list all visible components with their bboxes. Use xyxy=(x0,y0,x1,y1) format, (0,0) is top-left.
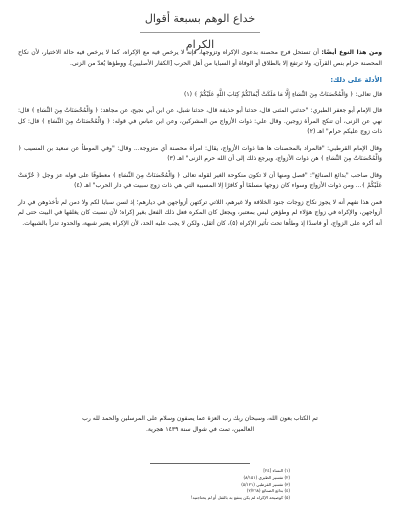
closing-line-1: تم الكتاب بعون الله، وسبحان ربك رب العزة عما يصفون وسلام على المرسلين والحمد لله رب xyxy=(82,415,318,422)
closing-section xyxy=(40,414,360,435)
evidence-tabari-quote: قال الإمام أبو جعفر الطبري: "حدثني المثنى قال، حدثنا أبو حذيفة قال، حدثنا شبل، عن ابن أبي نجيح، عن مجاهد: ﴿ وَالْمُحْصَنَاتُ مِنَ النِّسَاءِ ﴾ قال: نهي عن الزنى، أن تنكح المرأة زوجين. وقال علي: ذوات الأزواج من المشركين، وعن ابن عباس في قوله: ﴿ وَالْمُحْصَنَاتُ مِنَ النِّسَاءِ ﴾ قال: كل ذات زوج عليكم حرام" اهـ (٢) xyxy=(18,107,382,135)
footnote-separator xyxy=(150,463,250,464)
intro-text: أن تستحل فرج محصنة بدعوى الإكراه وتزوجها، فإنه لا يرخص فيه مع الإكراه، كما لا يرخص فيه حالة الاختيار، لأن نكاح المحصنة حرام بنص القرآن، ولا ترتفع إلا بالطلاق أو الوفاة أو السبايا من أهل الحرب [الكفار الأصليين]، ووطؤها يُعدّ من الزنى. xyxy=(18,49,382,67)
evidence-qurtubi-quote: وقال الإمام القرطبي: "فالمراد بالمحصنات ها هنا ذوات الأزواج، يقال: امرأة محصنة أي متزوجة... وقال: "وفي الموطأ عن سعيد بن المسيب ﴿ وَالْمُحْصَنَاتُ مِنَ النِّسَاءِ ﴾ هن ذوات الأزواج، ويرجع ذلك إلى أن الله حرم الزنى" اهـ (٣) xyxy=(18,144,382,162)
evidence-heading: الأدلة على ذلك: xyxy=(330,76,382,84)
content-body xyxy=(18,48,382,235)
footnote-item: (١) النساء [٢٤] xyxy=(263,468,290,473)
evidence-quran-verse: قال تعالى: ﴿ وَالْمُحْصَنَاتُ مِنَ النِّسَاءِ إِلَّا مَا مَلَكَتْ أَيْمَانُكُمْ كِتَابَ اللَّهِ عَلَيْكُمْ ﴾ (١) xyxy=(184,90,382,98)
page-header-title: خداع الوهم بسبعة أقوال الكرام xyxy=(140,6,260,33)
footnote-item: (٢) تفسير الطبري (٨/١٥١) xyxy=(243,474,290,480)
intro-lead: ومن هذا النوع أيضًا: xyxy=(321,49,383,56)
conclusion-paragraph: فمن هذا نفهم أنه لا يجوز نكاح زوجات جنود الخلافة ولا غيرهم، اللاتي تركتهن أزواجهن في ديارهم؛ إذ لسن سبايا لكم ولا دمن لم تأخذوهن في دار أزواجهن، والإكراه في زواج هؤلاء لم وطؤهن ليس بمعتبر، ويجعل كان المكره فعل ذلك الفعل بغير إكراه؛ لأن نسبت كان يغلقها في البيت حتى لم أنه أكره على الزواج، أو فاسدًا إذ وطأها تحت تأثير الإكراه (٥)، كان أثقل، ولكن لا يجب عليه الحد، لأن الإكراه يعتبر شبهة، والحدود تدرأ بالشبهات. xyxy=(18,198,382,227)
closing-line-2: العالمين، تمت في شوال سنة ١٤٣٩ هجرية. xyxy=(145,425,255,433)
footnote-item: (٤) بدائع الصنائع (٢/٢٦٨) xyxy=(246,488,290,494)
footnotes-list xyxy=(110,468,290,502)
evidence-badaie-quote: وقال صاحب "بدائع الصنائع": "فصل ومنها أن لا تكون منكوحة الغير لقوله تعالى ﴿ وَالْمُحْصَنَاتُ مِنَ النِّسَاءِ ﴾ معطوفًا على قوله عز وجل ﴿ حُرِّمَتْ عَلَيْكُمْ ﴾... ومن ذوات الأزواج وسواء كان زوجها مسلمًا أو كافرًا إلا المسبية التي هي ذات زوج سبيت في دار الحرب" اهـ (٤) xyxy=(18,171,382,189)
footnote-item: (٥) كوصيحة الإكراه لم يكن ينتفع به بالقتل أو لم يحتاجنيه! xyxy=(190,495,290,501)
intro-paragraph xyxy=(18,48,382,69)
footnote-item: (٣) تفسير القرطبي (٥/١٢١) xyxy=(241,481,290,487)
